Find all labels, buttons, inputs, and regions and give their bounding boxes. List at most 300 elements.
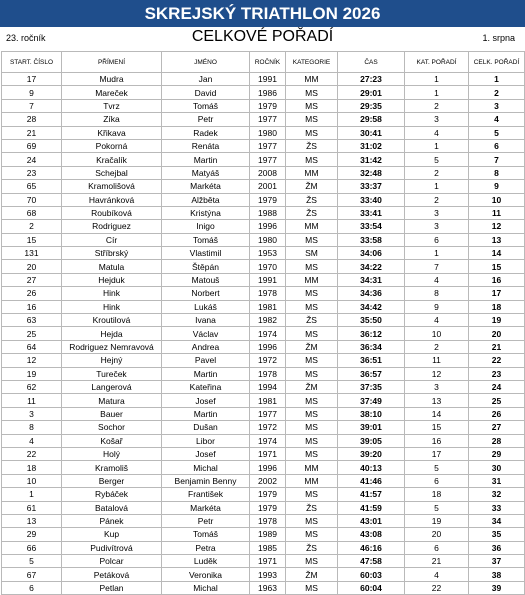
cell-overall-rank: 36 bbox=[469, 541, 525, 554]
cell-first-name: Josef bbox=[162, 447, 250, 460]
cell-start-number: 6 bbox=[2, 581, 62, 594]
cell-time: 37:35 bbox=[338, 380, 405, 393]
table-row bbox=[2, 220, 525, 233]
cell-category-rank: 16 bbox=[405, 434, 469, 447]
cell-birth-year: 2008 bbox=[250, 166, 286, 179]
cell-birth-year: 1980 bbox=[250, 126, 286, 139]
table-header-row bbox=[2, 52, 525, 73]
table-row bbox=[2, 273, 525, 286]
cell-category-rank: 6 bbox=[405, 233, 469, 246]
cell-overall-rank: 5 bbox=[469, 126, 525, 139]
cell-birth-year: 1979 bbox=[250, 501, 286, 514]
cell-category: MS bbox=[286, 514, 338, 527]
cell-start-number: 65 bbox=[2, 180, 62, 193]
cell-time: 34:31 bbox=[338, 273, 405, 286]
cell-category-rank: 1 bbox=[405, 139, 469, 152]
table-row bbox=[2, 461, 525, 474]
cell-surname: Hejduk bbox=[62, 273, 162, 286]
cell-first-name: Markéta bbox=[162, 180, 250, 193]
cell-birth-year: 1963 bbox=[250, 581, 286, 594]
cell-first-name: Matyáš bbox=[162, 166, 250, 179]
cell-start-number: 8 bbox=[2, 421, 62, 434]
cell-category: ŽS bbox=[286, 193, 338, 206]
cell-surname: Cír bbox=[62, 233, 162, 246]
cell-category-rank: 3 bbox=[405, 380, 469, 393]
cell-start-number: 64 bbox=[2, 340, 62, 353]
cell-start-number: 29 bbox=[2, 528, 62, 541]
cell-overall-rank: 10 bbox=[469, 193, 525, 206]
cell-category: MS bbox=[286, 555, 338, 568]
cell-start-number: 7 bbox=[2, 99, 62, 112]
cell-first-name: Martin bbox=[162, 153, 250, 166]
cell-category-rank: 3 bbox=[405, 206, 469, 219]
cell-category: MS bbox=[286, 434, 338, 447]
cell-first-name: Tomáš bbox=[162, 528, 250, 541]
cell-surname: Rodriguez Nemravová bbox=[62, 340, 162, 353]
cell-overall-rank: 21 bbox=[469, 340, 525, 353]
cell-category-rank: 2 bbox=[405, 166, 469, 179]
cell-start-number: 70 bbox=[2, 193, 62, 206]
cell-time: 29:01 bbox=[338, 86, 405, 99]
cell-category: MS bbox=[286, 327, 338, 340]
cell-time: 43:01 bbox=[338, 514, 405, 527]
cell-category: MS bbox=[286, 394, 338, 407]
table-row bbox=[2, 193, 525, 206]
cell-surname: Holý bbox=[62, 447, 162, 460]
cell-overall-rank: 6 bbox=[469, 139, 525, 152]
cell-category-rank: 21 bbox=[405, 555, 469, 568]
cell-start-number: 27 bbox=[2, 273, 62, 286]
cell-first-name: Benjamin Benny bbox=[162, 474, 250, 487]
cell-time: 43:08 bbox=[338, 528, 405, 541]
cell-category-rank: 12 bbox=[405, 367, 469, 380]
cell-time: 41:57 bbox=[338, 488, 405, 501]
cell-overall-rank: 18 bbox=[469, 300, 525, 313]
cell-overall-rank: 22 bbox=[469, 354, 525, 367]
cell-start-number: 67 bbox=[2, 568, 62, 581]
cell-birth-year: 1979 bbox=[250, 99, 286, 112]
cell-overall-rank: 2 bbox=[469, 86, 525, 99]
cell-category: ŽS bbox=[286, 206, 338, 219]
cell-time: 34:06 bbox=[338, 247, 405, 260]
cell-surname: Stříbrský bbox=[62, 247, 162, 260]
cell-category: MM bbox=[286, 474, 338, 487]
cell-category: MS bbox=[286, 407, 338, 420]
cell-time: 60:03 bbox=[338, 568, 405, 581]
cell-surname: Tvrz bbox=[62, 99, 162, 112]
cell-birth-year: 1977 bbox=[250, 113, 286, 126]
cell-first-name: Martin bbox=[162, 407, 250, 420]
table-row bbox=[2, 300, 525, 313]
cell-surname: Polcar bbox=[62, 555, 162, 568]
cell-category: ŽS bbox=[286, 501, 338, 514]
cell-birth-year: 1977 bbox=[250, 139, 286, 152]
cell-first-name: Inigo bbox=[162, 220, 250, 233]
cell-birth-year: 1979 bbox=[250, 193, 286, 206]
cell-first-name: Dušan bbox=[162, 421, 250, 434]
cell-start-number: 12 bbox=[2, 354, 62, 367]
cell-overall-rank: 29 bbox=[469, 447, 525, 460]
cell-time: 41:59 bbox=[338, 501, 405, 514]
cell-category-rank: 6 bbox=[405, 541, 469, 554]
table-row bbox=[2, 447, 525, 460]
cell-category-rank: 5 bbox=[405, 153, 469, 166]
cell-birth-year: 1953 bbox=[250, 247, 286, 260]
cell-first-name: Jan bbox=[162, 73, 250, 86]
cell-birth-year: 1980 bbox=[250, 233, 286, 246]
cell-surname: Hejný bbox=[62, 354, 162, 367]
cell-start-number: 18 bbox=[2, 461, 62, 474]
cell-category-rank: 4 bbox=[405, 126, 469, 139]
cell-birth-year: 1972 bbox=[250, 421, 286, 434]
cell-first-name: Vlastimil bbox=[162, 247, 250, 260]
cell-overall-rank: 27 bbox=[469, 421, 525, 434]
cell-start-number: 11 bbox=[2, 394, 62, 407]
cell-surname: Matula bbox=[62, 260, 162, 273]
cell-category: MS bbox=[286, 287, 338, 300]
cell-first-name: Petra bbox=[162, 541, 250, 554]
cell-category: MS bbox=[286, 153, 338, 166]
cell-first-name: Luděk bbox=[162, 555, 250, 568]
cell-first-name: Markéta bbox=[162, 501, 250, 514]
cell-surname: Havránková bbox=[62, 193, 162, 206]
col-first-name: JMÉNO bbox=[162, 52, 250, 73]
cell-overall-rank: 14 bbox=[469, 247, 525, 260]
cell-start-number: 3 bbox=[2, 407, 62, 420]
cell-overall-rank: 9 bbox=[469, 180, 525, 193]
cell-category-rank: 19 bbox=[405, 514, 469, 527]
cell-birth-year: 1989 bbox=[250, 528, 286, 541]
cell-surname: Hejda bbox=[62, 327, 162, 340]
cell-start-number: 63 bbox=[2, 314, 62, 327]
cell-first-name: Petr bbox=[162, 514, 250, 527]
cell-time: 36:57 bbox=[338, 367, 405, 380]
table-row bbox=[2, 380, 525, 393]
cell-time: 47:58 bbox=[338, 555, 405, 568]
cell-time: 33:58 bbox=[338, 233, 405, 246]
cell-start-number: 1 bbox=[2, 488, 62, 501]
cell-birth-year: 1991 bbox=[250, 73, 286, 86]
cell-birth-year: 1996 bbox=[250, 461, 286, 474]
cell-time: 39:01 bbox=[338, 421, 405, 434]
cell-category-rank: 3 bbox=[405, 220, 469, 233]
cell-birth-year: 1993 bbox=[250, 568, 286, 581]
cell-surname: Hink bbox=[62, 287, 162, 300]
cell-category-rank: 1 bbox=[405, 247, 469, 260]
cell-birth-year: 1996 bbox=[250, 220, 286, 233]
cell-first-name: Štěpán bbox=[162, 260, 250, 273]
cell-time: 34:22 bbox=[338, 260, 405, 273]
cell-overall-rank: 38 bbox=[469, 568, 525, 581]
cell-category-rank: 2 bbox=[405, 193, 469, 206]
cell-overall-rank: 15 bbox=[469, 260, 525, 273]
cell-surname: Křikava bbox=[62, 126, 162, 139]
cell-surname: Kramoliš bbox=[62, 461, 162, 474]
cell-birth-year: 1978 bbox=[250, 367, 286, 380]
cell-first-name: Josef bbox=[162, 394, 250, 407]
cell-category-rank: 1 bbox=[405, 86, 469, 99]
cell-birth-year: 1981 bbox=[250, 300, 286, 313]
cell-surname: Bauer bbox=[62, 407, 162, 420]
cell-first-name: Kristýna bbox=[162, 206, 250, 219]
cell-birth-year: 1994 bbox=[250, 380, 286, 393]
cell-surname: Rodriguez bbox=[62, 220, 162, 233]
cell-start-number: 17 bbox=[2, 73, 62, 86]
cell-first-name: Matouš bbox=[162, 273, 250, 286]
table-row bbox=[2, 327, 525, 340]
cell-surname: Batalová bbox=[62, 501, 162, 514]
col-birth-year: ROČNÍK bbox=[250, 52, 286, 73]
cell-time: 29:58 bbox=[338, 113, 405, 126]
cell-time: 39:05 bbox=[338, 434, 405, 447]
cell-time: 39:20 bbox=[338, 447, 405, 460]
cell-surname: Roubíková bbox=[62, 206, 162, 219]
table-row bbox=[2, 340, 525, 353]
cell-start-number: 20 bbox=[2, 260, 62, 273]
cell-start-number: 21 bbox=[2, 126, 62, 139]
table-row bbox=[2, 514, 525, 527]
cell-time: 36:51 bbox=[338, 354, 405, 367]
table-row bbox=[2, 568, 525, 581]
cell-category: ŽM bbox=[286, 380, 338, 393]
cell-time: 29:35 bbox=[338, 99, 405, 112]
cell-overall-rank: 3 bbox=[469, 99, 525, 112]
cell-start-number: 62 bbox=[2, 380, 62, 393]
table-row bbox=[2, 555, 525, 568]
cell-surname: Kračalík bbox=[62, 153, 162, 166]
cell-category: MM bbox=[286, 73, 338, 86]
cell-time: 37:49 bbox=[338, 394, 405, 407]
cell-surname: Zíka bbox=[62, 113, 162, 126]
cell-start-number: 22 bbox=[2, 447, 62, 460]
table-row bbox=[2, 126, 525, 139]
cell-surname: Petáková bbox=[62, 568, 162, 581]
cell-start-number: 5 bbox=[2, 555, 62, 568]
cell-first-name: Veronika bbox=[162, 568, 250, 581]
cell-time: 36:12 bbox=[338, 327, 405, 340]
cell-birth-year: 1970 bbox=[250, 260, 286, 273]
cell-time: 32:48 bbox=[338, 166, 405, 179]
col-surname: PŘÍMENÍ bbox=[62, 52, 162, 73]
cell-time: 33:54 bbox=[338, 220, 405, 233]
cell-birth-year: 2002 bbox=[250, 474, 286, 487]
cell-category: MS bbox=[286, 126, 338, 139]
cell-birth-year: 1985 bbox=[250, 541, 286, 554]
cell-birth-year: 1991 bbox=[250, 273, 286, 286]
results-table bbox=[1, 51, 525, 595]
cell-category: MS bbox=[286, 421, 338, 434]
table-row bbox=[2, 488, 525, 501]
table-row bbox=[2, 367, 525, 380]
cell-overall-rank: 35 bbox=[469, 528, 525, 541]
cell-first-name: Michal bbox=[162, 461, 250, 474]
cell-time: 33:41 bbox=[338, 206, 405, 219]
table-row bbox=[2, 287, 525, 300]
cell-first-name: Michal bbox=[162, 581, 250, 594]
cell-overall-rank: 26 bbox=[469, 407, 525, 420]
cell-first-name: Libor bbox=[162, 434, 250, 447]
table-row bbox=[2, 394, 525, 407]
cell-first-name: Alžběta bbox=[162, 193, 250, 206]
table-row bbox=[2, 581, 525, 594]
cell-birth-year: 1979 bbox=[250, 488, 286, 501]
cell-category: MS bbox=[286, 447, 338, 460]
cell-category: MS bbox=[286, 581, 338, 594]
cell-category: ŽS bbox=[286, 139, 338, 152]
cell-birth-year: 1996 bbox=[250, 340, 286, 353]
cell-category-rank: 1 bbox=[405, 180, 469, 193]
cell-birth-year: 1986 bbox=[250, 86, 286, 99]
cell-first-name: Andrea bbox=[162, 340, 250, 353]
cell-start-number: 131 bbox=[2, 247, 62, 260]
cell-surname: Kramolišová bbox=[62, 180, 162, 193]
cell-surname: Mudra bbox=[62, 73, 162, 86]
cell-time: 33:37 bbox=[338, 180, 405, 193]
cell-first-name: Tomáš bbox=[162, 99, 250, 112]
cell-category: MS bbox=[286, 113, 338, 126]
table-row bbox=[2, 314, 525, 327]
cell-overall-rank: 24 bbox=[469, 380, 525, 393]
cell-time: 31:42 bbox=[338, 153, 405, 166]
table-row bbox=[2, 153, 525, 166]
cell-start-number: 4 bbox=[2, 434, 62, 447]
cell-surname: Berger bbox=[62, 474, 162, 487]
table-row bbox=[2, 113, 525, 126]
cell-time: 40:13 bbox=[338, 461, 405, 474]
cell-category: MS bbox=[286, 300, 338, 313]
cell-birth-year: 1971 bbox=[250, 555, 286, 568]
cell-category-rank: 22 bbox=[405, 581, 469, 594]
table-row bbox=[2, 206, 525, 219]
col-category: KATEGORIE bbox=[286, 52, 338, 73]
cell-category-rank: 4 bbox=[405, 273, 469, 286]
cell-first-name: Martin bbox=[162, 367, 250, 380]
cell-start-number: 10 bbox=[2, 474, 62, 487]
cell-category-rank: 5 bbox=[405, 501, 469, 514]
table-row bbox=[2, 233, 525, 246]
edition-label: 23. ročník bbox=[6, 33, 46, 43]
cell-overall-rank: 28 bbox=[469, 434, 525, 447]
cell-surname: Mareček bbox=[62, 86, 162, 99]
cell-category: MM bbox=[286, 166, 338, 179]
cell-surname: Rybáček bbox=[62, 488, 162, 501]
cell-start-number: 9 bbox=[2, 86, 62, 99]
cell-time: 38:10 bbox=[338, 407, 405, 420]
cell-category-rank: 11 bbox=[405, 354, 469, 367]
cell-first-name: Pavel bbox=[162, 354, 250, 367]
table-row bbox=[2, 434, 525, 447]
cell-start-number: 61 bbox=[2, 501, 62, 514]
cell-category-rank: 2 bbox=[405, 340, 469, 353]
cell-time: 33:40 bbox=[338, 193, 405, 206]
cell-overall-rank: 16 bbox=[469, 273, 525, 286]
results-subtitle: CELKOVÉ POŘADÍ bbox=[191, 28, 334, 45]
cell-first-name: David bbox=[162, 86, 250, 99]
cell-category-rank: 3 bbox=[405, 113, 469, 126]
cell-time: 60:04 bbox=[338, 581, 405, 594]
table-row bbox=[2, 528, 525, 541]
cell-overall-rank: 30 bbox=[469, 461, 525, 474]
cell-overall-rank: 1 bbox=[469, 73, 525, 86]
col-start-number: START. ČÍSLO bbox=[2, 52, 62, 73]
cell-first-name: Tomáš bbox=[162, 233, 250, 246]
cell-birth-year: 1981 bbox=[250, 394, 286, 407]
col-category-rank: KAT. POŘADÍ bbox=[405, 52, 469, 73]
cell-category: MM bbox=[286, 220, 338, 233]
cell-overall-rank: 4 bbox=[469, 113, 525, 126]
table-row bbox=[2, 180, 525, 193]
cell-surname: Matura bbox=[62, 394, 162, 407]
subtitle-row bbox=[0, 27, 525, 51]
table-row bbox=[2, 354, 525, 367]
cell-category: MS bbox=[286, 488, 338, 501]
cell-time: 27:23 bbox=[338, 73, 405, 86]
table-row bbox=[2, 86, 525, 99]
cell-birth-year: 1978 bbox=[250, 287, 286, 300]
cell-category: ŽM bbox=[286, 568, 338, 581]
cell-birth-year: 1972 bbox=[250, 354, 286, 367]
cell-overall-rank: 23 bbox=[469, 367, 525, 380]
cell-time: 34:42 bbox=[338, 300, 405, 313]
cell-birth-year: 1971 bbox=[250, 447, 286, 460]
table-row bbox=[2, 541, 525, 554]
cell-birth-year: 1974 bbox=[250, 434, 286, 447]
cell-category-rank: 4 bbox=[405, 314, 469, 327]
cell-category-rank: 4 bbox=[405, 568, 469, 581]
cell-category-rank: 6 bbox=[405, 474, 469, 487]
cell-overall-rank: 19 bbox=[469, 314, 525, 327]
cell-start-number: 19 bbox=[2, 367, 62, 380]
cell-overall-rank: 11 bbox=[469, 206, 525, 219]
results-body bbox=[2, 73, 525, 595]
cell-overall-rank: 17 bbox=[469, 287, 525, 300]
table-row bbox=[2, 474, 525, 487]
cell-overall-rank: 34 bbox=[469, 514, 525, 527]
cell-first-name: Ivana bbox=[162, 314, 250, 327]
col-time: ČAS bbox=[338, 52, 405, 73]
cell-start-number: 25 bbox=[2, 327, 62, 340]
cell-category-rank: 18 bbox=[405, 488, 469, 501]
cell-overall-rank: 37 bbox=[469, 555, 525, 568]
cell-category: MS bbox=[286, 260, 338, 273]
cell-surname: Petlan bbox=[62, 581, 162, 594]
cell-first-name: František bbox=[162, 488, 250, 501]
cell-first-name: Lukáš bbox=[162, 300, 250, 313]
table-row bbox=[2, 99, 525, 112]
cell-first-name: Kateřina bbox=[162, 380, 250, 393]
cell-overall-rank: 8 bbox=[469, 166, 525, 179]
cell-birth-year: 1977 bbox=[250, 153, 286, 166]
cell-surname: Schejbal bbox=[62, 166, 162, 179]
cell-overall-rank: 25 bbox=[469, 394, 525, 407]
cell-surname: Tureček bbox=[62, 367, 162, 380]
cell-start-number: 16 bbox=[2, 300, 62, 313]
cell-overall-rank: 39 bbox=[469, 581, 525, 594]
cell-category-rank: 10 bbox=[405, 327, 469, 340]
table-row bbox=[2, 407, 525, 420]
cell-category-rank: 7 bbox=[405, 260, 469, 273]
cell-category: MS bbox=[286, 367, 338, 380]
cell-overall-rank: 32 bbox=[469, 488, 525, 501]
event-date: 1. srpna bbox=[482, 33, 515, 43]
cell-overall-rank: 12 bbox=[469, 220, 525, 233]
cell-category-rank: 13 bbox=[405, 394, 469, 407]
cell-time: 41:46 bbox=[338, 474, 405, 487]
table-row bbox=[2, 166, 525, 179]
table-row bbox=[2, 247, 525, 260]
cell-surname: Sochor bbox=[62, 421, 162, 434]
cell-surname: Košař bbox=[62, 434, 162, 447]
